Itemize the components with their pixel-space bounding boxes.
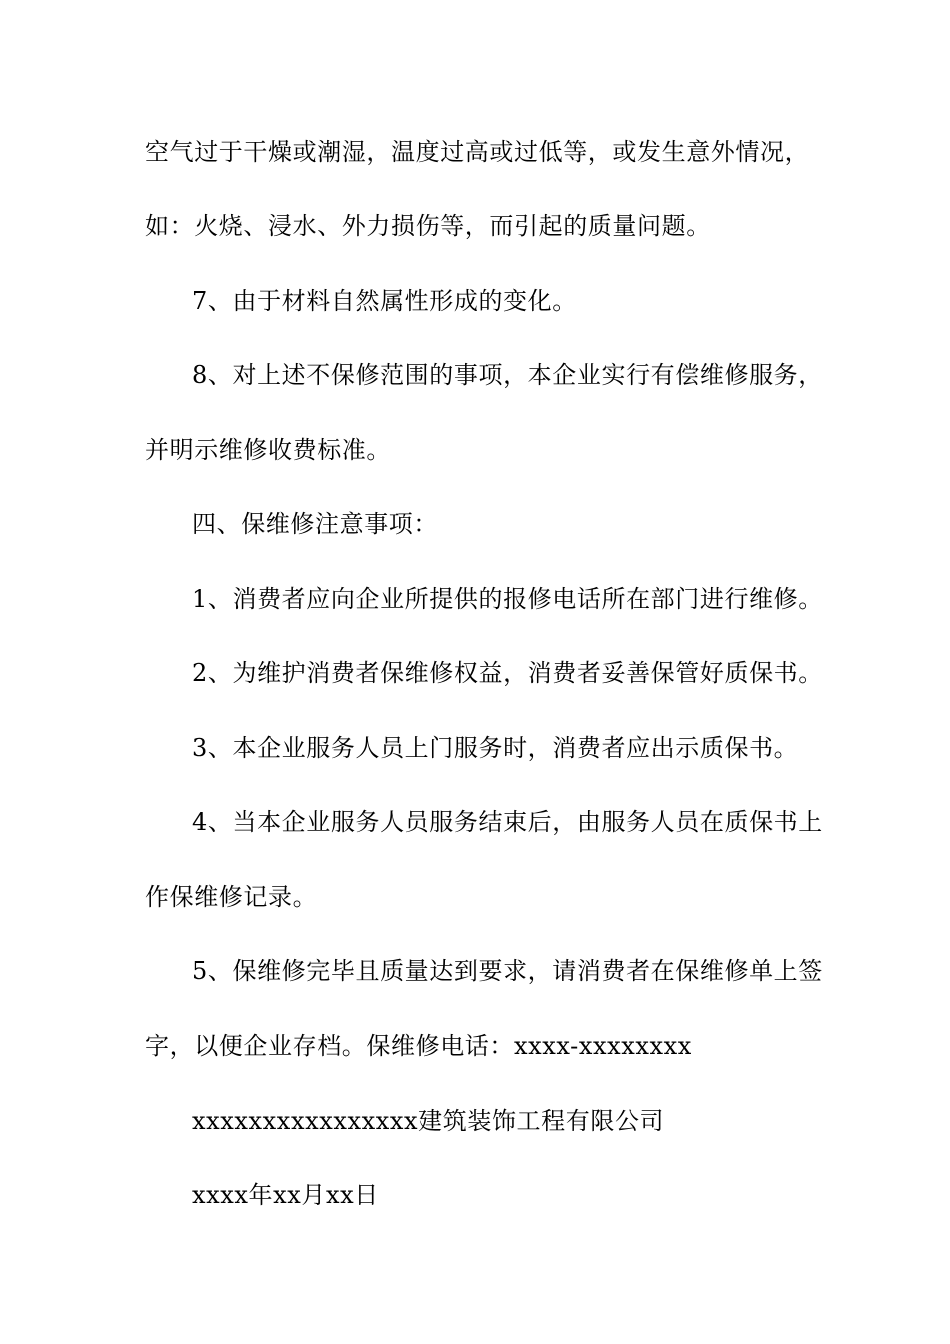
paragraph-line: 作保维修记录。: [145, 883, 318, 911]
paragraph-line: 3、本企业服务人员上门服务时，消费者应出示质保书。: [192, 734, 799, 762]
paragraph-line: 2、为维护消费者保维修权益，消费者妥善保管好质保书。: [192, 659, 823, 687]
section-heading: 四、保维修注意事项：: [192, 510, 438, 538]
paragraph-line: 并明示维修收费标准。: [145, 436, 391, 464]
paragraph-line: 5、保维修完毕且质量达到要求，请消费者在保维修单上签: [192, 957, 823, 985]
paragraph-line: 1、消费者应向企业所提供的报修电话所在部门进行维修。: [192, 585, 823, 613]
company-name: xxxxxxxxxxxxxxxx建筑装饰工程有限公司: [192, 1107, 665, 1135]
paragraph-line: 字，以便企业存档。保维修电话：xxxx-xxxxxxxx: [145, 1032, 692, 1060]
date-line: xxxx年xx月xx日: [192, 1181, 379, 1209]
paragraph-line: 8、对上述不保修范围的事项，本企业实行有偿维修服务，: [192, 361, 823, 389]
paragraph-line: 空气过于干燥或潮湿，温度过高或过低等，或发生意外情况，: [145, 138, 810, 166]
paragraph-line: 如：火烧、浸水、外力损伤等，而引起的质量问题。: [145, 212, 711, 240]
paragraph-line: 4、当本企业服务人员服务结束后，由服务人员在质保书上: [192, 808, 823, 836]
paragraph-line: 7、由于材料自然属性形成的变化。: [192, 287, 577, 315]
